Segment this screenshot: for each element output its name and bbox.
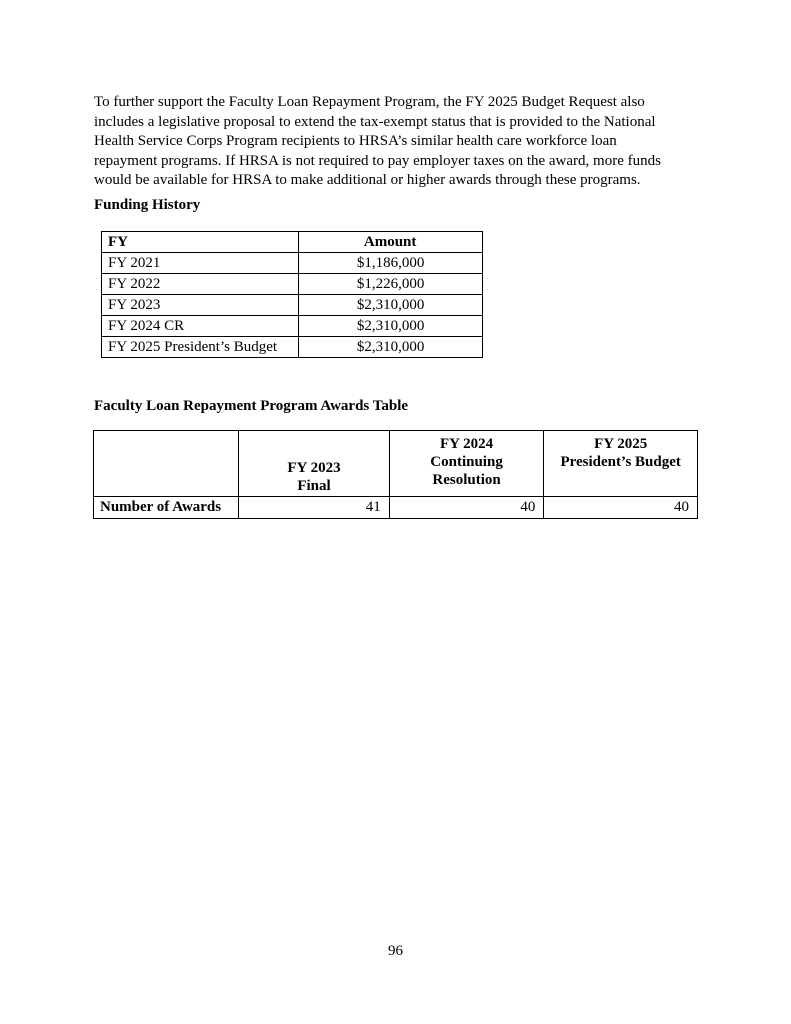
fy2025-column-header bbox=[544, 431, 698, 497]
funding-history-table bbox=[101, 231, 483, 358]
table-header-row bbox=[102, 232, 483, 253]
header-line: FY 2024 bbox=[439, 436, 494, 452]
amount-column-header: Amount bbox=[298, 232, 482, 253]
fy2024-column-header bbox=[389, 431, 544, 497]
fy2023-value-cell: 41 bbox=[239, 497, 389, 519]
intro-line: includes a legislative proposal to extend the tax-exempt status that is provided to the National bbox=[94, 113, 656, 130]
awards-table-heading: Faculty Loan Repayment Program Awards Table bbox=[94, 398, 409, 414]
intro-line: would be available for HRSA to make additional or higher awards through these programs. bbox=[94, 172, 641, 189]
header-line: Resolution bbox=[432, 472, 501, 488]
fy2025-value-cell: 40 bbox=[544, 497, 698, 519]
header-line: Continuing bbox=[430, 454, 503, 470]
row-label-cell: Number of Awards bbox=[94, 497, 239, 519]
fy2023-column-header bbox=[239, 431, 389, 497]
table-row bbox=[102, 316, 483, 337]
fy-cell: FY 2024 CR bbox=[102, 316, 299, 337]
header-line: Final bbox=[297, 478, 331, 494]
table-row bbox=[102, 253, 483, 274]
header-line: President’s Budget bbox=[560, 454, 681, 470]
empty-header-cell bbox=[94, 431, 239, 497]
header-line: FY 2023 bbox=[287, 460, 341, 476]
fy-column-header: FY bbox=[102, 232, 299, 253]
awards-table bbox=[93, 430, 698, 519]
amount-cell: $2,310,000 bbox=[298, 316, 482, 337]
amount-cell: $1,186,000 bbox=[298, 253, 482, 274]
intro-paragraph bbox=[94, 93, 694, 191]
fy-cell: FY 2022 bbox=[102, 274, 299, 295]
table-row bbox=[102, 274, 483, 295]
fy-cell: FY 2023 bbox=[102, 295, 299, 316]
amount-cell: $2,310,000 bbox=[298, 295, 482, 316]
header-line: FY 2025 bbox=[594, 436, 648, 452]
funding-history-heading: Funding History bbox=[94, 197, 201, 213]
intro-line: To further support the Faculty Loan Repayment Program, the FY 2025 Budget Request also bbox=[94, 94, 645, 110]
fy-cell: FY 2021 bbox=[102, 253, 299, 274]
amount-cell: $2,310,000 bbox=[298, 337, 482, 358]
amount-cell: $1,226,000 bbox=[298, 274, 482, 295]
fy2024-value-cell: 40 bbox=[389, 497, 544, 519]
table-row bbox=[102, 295, 483, 316]
page-number: 96 bbox=[388, 943, 403, 959]
intro-line: Health Service Corps Program recipients to HRSA’s similar health care workforce loan bbox=[94, 133, 617, 150]
table-row bbox=[94, 497, 698, 519]
table-row bbox=[102, 337, 483, 358]
table-header-row bbox=[94, 431, 698, 497]
fy-cell: FY 2025 President’s Budget bbox=[102, 337, 299, 358]
intro-line: repayment programs. If HRSA is not required to pay employer taxes on the award, more funds bbox=[94, 152, 661, 169]
